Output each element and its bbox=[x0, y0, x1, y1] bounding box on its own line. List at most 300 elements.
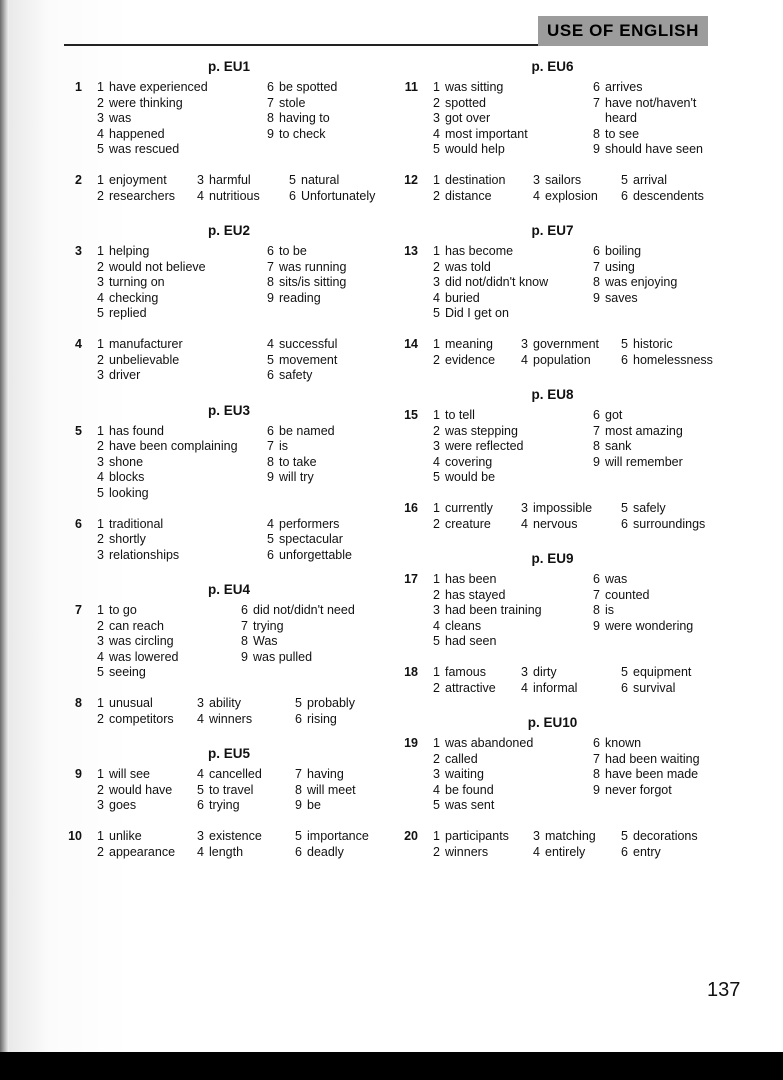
answer-text: entry bbox=[633, 844, 661, 859]
answer-item bbox=[92, 798, 136, 814]
item-number: 1 bbox=[433, 572, 440, 586]
item-number: 9 bbox=[593, 454, 600, 469]
answer-item bbox=[262, 80, 337, 96]
answer-text: got bbox=[605, 408, 623, 422]
answer-text: will try bbox=[279, 470, 314, 484]
answer-text: nervous bbox=[533, 516, 578, 531]
item-number: 6 bbox=[241, 603, 248, 617]
answer-text: survival bbox=[633, 680, 676, 695]
answer-text: matching bbox=[545, 829, 596, 843]
answer-text: importance bbox=[307, 829, 369, 843]
item-number: 2 bbox=[97, 188, 104, 203]
answer-item bbox=[588, 603, 614, 619]
answer-item bbox=[428, 260, 491, 276]
answer-item bbox=[192, 696, 241, 712]
answer-text: participants bbox=[445, 829, 509, 843]
item-number: 5 bbox=[267, 352, 274, 367]
answer-item bbox=[262, 127, 326, 143]
answer-item bbox=[428, 424, 518, 440]
answer-item bbox=[528, 845, 585, 861]
exercise-number: 18 bbox=[404, 665, 418, 679]
answer-item bbox=[262, 470, 314, 486]
answer-item bbox=[616, 665, 691, 681]
item-number: 2 bbox=[97, 532, 104, 546]
item-number: 1 bbox=[433, 408, 440, 422]
answer-text: nutritious bbox=[209, 188, 260, 203]
item-number: 5 bbox=[97, 665, 104, 679]
answer-item bbox=[428, 845, 488, 861]
item-number: 5 bbox=[621, 173, 628, 187]
answer-text: to tell bbox=[445, 408, 475, 422]
item-number: 4 bbox=[433, 126, 440, 141]
answer-text: distance bbox=[445, 188, 492, 203]
item-number: 1 bbox=[97, 516, 104, 531]
answer-text: seeing bbox=[109, 665, 146, 679]
item-number: 2 bbox=[433, 259, 440, 274]
answer-item bbox=[262, 260, 346, 276]
answer-text: was enjoying bbox=[605, 275, 678, 289]
answer-text: shortly bbox=[109, 532, 146, 546]
item-number: 1 bbox=[433, 80, 440, 94]
answer-item bbox=[192, 845, 243, 861]
item-number: 3 bbox=[197, 696, 204, 710]
answer-item bbox=[92, 439, 238, 455]
exercise-number: 2 bbox=[75, 173, 82, 187]
item-number: 5 bbox=[433, 798, 440, 812]
answer-text: was rescued bbox=[109, 142, 180, 156]
answer-item bbox=[428, 501, 493, 517]
answer-text: to take bbox=[279, 454, 317, 469]
item-number: 1 bbox=[433, 501, 440, 515]
answer-item bbox=[428, 353, 495, 369]
answer-item bbox=[588, 783, 672, 799]
answer-text: should have seen bbox=[605, 142, 703, 156]
answer-item bbox=[290, 696, 355, 712]
item-number: 6 bbox=[593, 408, 600, 422]
answer-item bbox=[428, 80, 503, 96]
item-number: 4 bbox=[97, 470, 104, 484]
item-number: 1 bbox=[97, 173, 104, 187]
answer-text: unbelievable bbox=[109, 352, 180, 367]
answer-item bbox=[616, 681, 675, 697]
answer-text: be spotted bbox=[279, 80, 338, 94]
answer-text: had seen bbox=[445, 634, 497, 648]
answer-text: were wondering bbox=[605, 618, 694, 633]
answer-item bbox=[616, 829, 698, 845]
exercise-number: 13 bbox=[404, 244, 418, 258]
answer-item bbox=[588, 127, 639, 143]
answer-text: saves bbox=[605, 290, 638, 305]
answer-item bbox=[616, 173, 667, 189]
answer-text: unforgettable bbox=[279, 547, 352, 562]
item-number: 2 bbox=[433, 95, 440, 110]
answer-text: boiling bbox=[605, 244, 642, 258]
item-number: 3 bbox=[97, 111, 104, 125]
answer-text: be named bbox=[279, 423, 335, 438]
item-number: 8 bbox=[295, 782, 302, 797]
answer-item bbox=[92, 712, 174, 728]
answer-item bbox=[192, 767, 262, 783]
answer-item bbox=[588, 291, 638, 307]
answer-text: checking bbox=[109, 290, 159, 305]
item-number: 4 bbox=[197, 844, 204, 859]
answer-item bbox=[588, 142, 703, 158]
item-number: 3 bbox=[197, 173, 204, 187]
answer-text: decorations bbox=[633, 829, 698, 843]
answer-text: be found bbox=[445, 782, 494, 797]
item-number: 3 bbox=[433, 275, 440, 289]
answer-text: helping bbox=[109, 244, 150, 258]
answer-item bbox=[92, 532, 146, 548]
answer-item bbox=[290, 783, 356, 799]
answer-text: was running bbox=[279, 259, 347, 274]
item-number: 5 bbox=[289, 173, 296, 187]
item-number: 3 bbox=[521, 337, 528, 351]
item-number: 9 bbox=[593, 290, 600, 305]
answer-item bbox=[236, 634, 278, 650]
exercise-number: 1 bbox=[75, 80, 82, 94]
item-number: 5 bbox=[97, 142, 104, 156]
item-number: 3 bbox=[97, 634, 104, 648]
item-number: 6 bbox=[267, 244, 274, 258]
answer-text: evidence bbox=[445, 352, 496, 367]
exercise-number: 10 bbox=[68, 829, 82, 843]
answer-item bbox=[588, 439, 631, 455]
answer-text: will remember bbox=[605, 454, 683, 469]
answer-item bbox=[192, 712, 252, 728]
item-number: 2 bbox=[433, 680, 440, 695]
answer-text: have experienced bbox=[109, 80, 208, 94]
item-number: 5 bbox=[433, 142, 440, 156]
item-number: 8 bbox=[241, 634, 248, 648]
item-number: 9 bbox=[241, 649, 248, 664]
item-number: 2 bbox=[433, 423, 440, 438]
item-number: 2 bbox=[97, 711, 104, 726]
answer-item bbox=[92, 650, 178, 666]
answer-text: would have bbox=[109, 782, 173, 797]
item-number: 7 bbox=[593, 95, 600, 110]
answer-item bbox=[92, 634, 174, 650]
answer-text: traditional bbox=[109, 516, 164, 531]
answer-item bbox=[92, 80, 208, 96]
item-number: 9 bbox=[295, 798, 302, 812]
answer-text: arrival bbox=[633, 173, 668, 187]
answer-text: has found bbox=[109, 423, 164, 438]
answer-item bbox=[290, 829, 369, 845]
item-number: 2 bbox=[97, 439, 104, 453]
answer-item bbox=[588, 275, 677, 291]
answer-item bbox=[92, 260, 206, 276]
answer-text: historic bbox=[633, 337, 673, 351]
answer-item bbox=[588, 80, 643, 96]
answer-text: turning on bbox=[109, 275, 165, 289]
item-number: 4 bbox=[197, 767, 204, 781]
item-number: 1 bbox=[433, 829, 440, 843]
item-number: 6 bbox=[621, 844, 628, 859]
answer-item bbox=[428, 127, 528, 143]
answer-text: trying bbox=[253, 618, 284, 633]
item-number: 2 bbox=[433, 751, 440, 766]
item-number: 1 bbox=[97, 603, 104, 617]
answer-item bbox=[516, 501, 592, 517]
section-title: p. EU6 bbox=[531, 59, 574, 74]
item-number: 6 bbox=[621, 516, 628, 531]
item-number: 3 bbox=[433, 603, 440, 617]
item-number: 5 bbox=[433, 306, 440, 320]
item-number: 6 bbox=[267, 368, 274, 382]
answer-item bbox=[588, 96, 717, 127]
section-title: p. EU9 bbox=[531, 551, 574, 566]
item-number: 5 bbox=[621, 501, 628, 515]
answer-text: would be bbox=[445, 470, 496, 484]
answer-item bbox=[290, 845, 344, 861]
answer-item bbox=[528, 829, 596, 845]
answer-text: was sitting bbox=[445, 80, 504, 94]
answer-text: was told bbox=[445, 259, 491, 274]
answer-text: to check bbox=[279, 126, 326, 141]
item-number: 4 bbox=[197, 711, 204, 726]
item-number: 6 bbox=[621, 188, 628, 203]
answer-item bbox=[92, 455, 143, 471]
answer-text: currently bbox=[445, 501, 493, 515]
item-number: 1 bbox=[97, 423, 104, 438]
answer-text: successful bbox=[279, 337, 338, 351]
answer-text: researchers bbox=[109, 188, 175, 203]
item-number: 5 bbox=[197, 782, 204, 797]
item-number: 2 bbox=[97, 782, 104, 797]
answer-text: driver bbox=[109, 368, 141, 382]
answer-item bbox=[428, 306, 509, 322]
answer-item bbox=[92, 306, 147, 322]
answer-item bbox=[262, 337, 337, 353]
item-number: 2 bbox=[97, 844, 104, 859]
answer-item bbox=[92, 368, 140, 384]
answer-text: had been waiting bbox=[605, 751, 700, 766]
item-number: 5 bbox=[621, 829, 628, 843]
item-number: 9 bbox=[593, 618, 600, 633]
answer-item bbox=[616, 353, 713, 369]
item-number: 8 bbox=[593, 439, 600, 453]
answer-item bbox=[92, 353, 179, 369]
answer-text: waiting bbox=[445, 767, 484, 781]
answer-item bbox=[516, 681, 577, 697]
exercise-number: 15 bbox=[404, 408, 418, 422]
answer-text: counted bbox=[605, 587, 650, 602]
answer-text: population bbox=[533, 352, 591, 367]
item-number: 2 bbox=[97, 95, 104, 110]
answer-text: never forgot bbox=[605, 782, 672, 797]
answer-text: would not believe bbox=[109, 259, 206, 274]
item-number: 2 bbox=[433, 188, 440, 203]
item-number: 4 bbox=[521, 516, 528, 531]
answer-text: is bbox=[605, 603, 615, 617]
answer-item bbox=[616, 845, 661, 861]
answer-text: winners bbox=[445, 844, 489, 859]
item-number: 4 bbox=[433, 618, 440, 633]
answer-text: existence bbox=[209, 829, 262, 843]
item-number: 6 bbox=[267, 80, 274, 94]
answer-item bbox=[262, 548, 352, 564]
item-number: 2 bbox=[433, 352, 440, 367]
answer-item bbox=[262, 424, 335, 440]
item-number: 8 bbox=[593, 126, 600, 141]
answer-item bbox=[92, 665, 146, 681]
answer-item bbox=[428, 736, 533, 752]
answer-text: government bbox=[533, 337, 600, 351]
item-number: 5 bbox=[621, 337, 628, 351]
item-number: 4 bbox=[521, 352, 528, 367]
exercise-number: 4 bbox=[75, 337, 82, 351]
answer-text: have been complaining bbox=[109, 439, 238, 453]
exercise-number: 14 bbox=[404, 337, 418, 351]
answer-item bbox=[616, 501, 666, 517]
answer-item bbox=[92, 619, 164, 635]
answer-text: has been bbox=[445, 572, 497, 586]
item-number: 5 bbox=[433, 470, 440, 484]
answer-item bbox=[588, 619, 693, 635]
answer-item bbox=[262, 275, 346, 291]
item-number: 3 bbox=[521, 665, 528, 679]
item-number: 3 bbox=[97, 798, 104, 812]
item-number: 6 bbox=[593, 736, 600, 750]
item-number: 3 bbox=[433, 767, 440, 781]
answer-text: unusual bbox=[109, 696, 153, 710]
answer-text: stole bbox=[279, 95, 306, 110]
answer-text: blocks bbox=[109, 470, 145, 484]
item-number: 8 bbox=[593, 603, 600, 617]
item-number: 7 bbox=[267, 259, 274, 274]
section-title: p. EU8 bbox=[531, 387, 574, 402]
answer-item bbox=[428, 470, 495, 486]
item-number: 5 bbox=[97, 306, 104, 320]
answer-text: rising bbox=[307, 711, 337, 726]
item-number: 3 bbox=[533, 173, 540, 187]
item-number: 4 bbox=[433, 782, 440, 797]
answer-text: cleans bbox=[445, 618, 482, 633]
item-number: 7 bbox=[241, 618, 248, 633]
exercise-number: 11 bbox=[404, 80, 418, 94]
answer-text: informal bbox=[533, 680, 578, 695]
answer-item bbox=[92, 548, 179, 564]
answer-text: known bbox=[605, 736, 642, 750]
answer-item bbox=[588, 424, 683, 440]
answer-item bbox=[588, 767, 698, 783]
answer-item bbox=[428, 588, 505, 604]
answer-text: Did I get on bbox=[445, 306, 509, 320]
answer-text: cancelled bbox=[209, 767, 262, 781]
answer-item bbox=[92, 142, 179, 158]
item-number: 1 bbox=[97, 696, 104, 710]
answer-text: trying bbox=[209, 798, 240, 812]
item-number: 1 bbox=[433, 736, 440, 750]
answer-text: Unfortunately bbox=[301, 188, 376, 203]
answer-text: most amazing bbox=[605, 423, 683, 438]
answer-text: having to bbox=[279, 111, 330, 125]
section-title: p. EU4 bbox=[207, 582, 250, 597]
answer-item bbox=[428, 244, 513, 260]
answer-text: happened bbox=[109, 126, 165, 141]
answer-item bbox=[284, 173, 339, 189]
answer-text: ability bbox=[209, 696, 241, 710]
item-number: 1 bbox=[433, 244, 440, 258]
answer-text: manufacturer bbox=[109, 337, 183, 351]
answer-item bbox=[92, 470, 144, 486]
item-number: 7 bbox=[295, 767, 302, 781]
answer-text: appearance bbox=[109, 844, 176, 859]
item-number: 9 bbox=[267, 470, 274, 484]
answer-item bbox=[588, 572, 627, 588]
item-number: 3 bbox=[521, 501, 528, 515]
answer-item bbox=[92, 337, 183, 353]
answer-text: deadly bbox=[307, 844, 344, 859]
answer-text: competitors bbox=[109, 711, 174, 726]
item-number: 4 bbox=[97, 649, 104, 664]
answer-item bbox=[428, 142, 505, 158]
answer-text: can reach bbox=[109, 618, 164, 633]
answer-text: was abandoned bbox=[445, 736, 534, 750]
exercise-number: 12 bbox=[404, 173, 418, 187]
item-number: 4 bbox=[433, 290, 440, 305]
answer-text: destination bbox=[445, 173, 506, 187]
item-number: 3 bbox=[97, 454, 104, 469]
answer-text: movement bbox=[279, 352, 338, 367]
answer-item bbox=[516, 337, 599, 353]
answer-text: buried bbox=[445, 290, 480, 305]
answer-text: will meet bbox=[307, 782, 356, 797]
answer-text: winners bbox=[209, 711, 253, 726]
item-number: 4 bbox=[97, 126, 104, 141]
answer-text: arrives bbox=[605, 80, 643, 94]
exercise-number: 5 bbox=[75, 423, 82, 438]
answer-item bbox=[290, 712, 337, 728]
item-number: 8 bbox=[593, 275, 600, 289]
answer-item bbox=[192, 173, 251, 189]
answer-text: relationships bbox=[109, 547, 180, 562]
answer-text: sank bbox=[605, 439, 632, 453]
answer-item bbox=[588, 752, 700, 768]
answer-item bbox=[428, 439, 524, 455]
answer-item bbox=[92, 696, 153, 712]
answer-item bbox=[428, 291, 480, 307]
answer-item bbox=[262, 532, 343, 548]
answer-text: safely bbox=[633, 501, 666, 515]
item-number: 7 bbox=[593, 587, 600, 602]
answer-item bbox=[516, 517, 577, 533]
answer-item bbox=[92, 244, 149, 260]
answer-text: is bbox=[279, 439, 289, 453]
item-number: 4 bbox=[433, 454, 440, 469]
answer-item bbox=[428, 111, 490, 127]
item-number: 6 bbox=[621, 680, 628, 695]
answer-text: creature bbox=[445, 516, 491, 531]
item-number: 7 bbox=[267, 439, 274, 453]
answer-text: reading bbox=[279, 290, 321, 305]
answer-text: natural bbox=[301, 173, 340, 187]
page-number: 137 bbox=[707, 979, 741, 1001]
section-title: p. EU7 bbox=[531, 223, 574, 238]
answer-item bbox=[262, 439, 288, 455]
answer-item bbox=[92, 603, 137, 619]
answer-text: unlike bbox=[109, 829, 142, 843]
answer-text: goes bbox=[109, 798, 137, 812]
item-number: 6 bbox=[621, 352, 628, 367]
answer-item bbox=[92, 111, 131, 127]
item-number: 5 bbox=[433, 634, 440, 648]
answer-item bbox=[236, 603, 355, 619]
answer-text: length bbox=[209, 844, 244, 859]
answer-item bbox=[616, 337, 673, 353]
answer-item bbox=[262, 353, 337, 369]
